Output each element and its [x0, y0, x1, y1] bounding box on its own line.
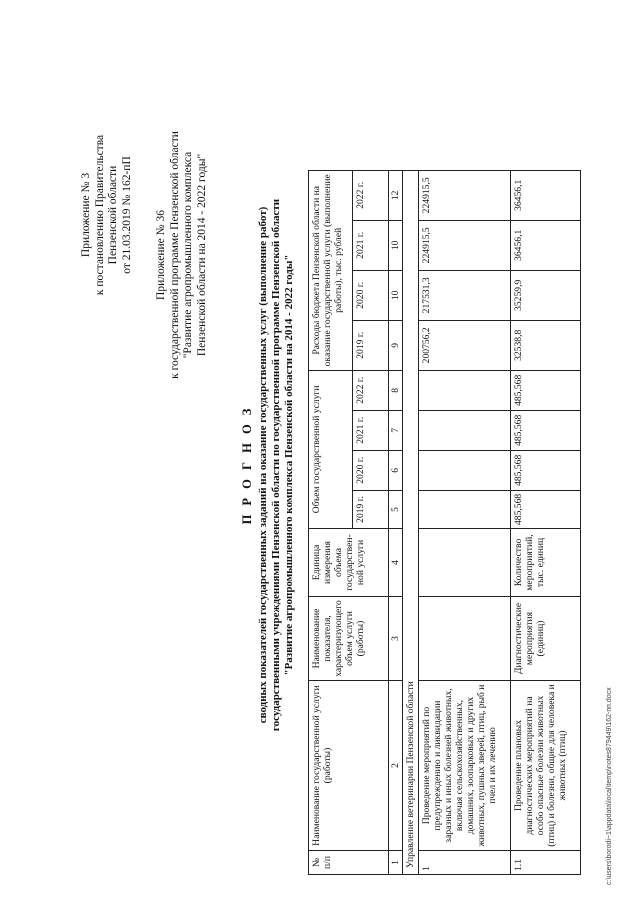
department-name: Управление ветеринарии Пензенской области	[403, 170, 419, 874]
column-number: 2	[389, 681, 403, 851]
column-number: 5	[389, 490, 403, 528]
year-header: 2022 г.	[353, 370, 389, 410]
volume-value: 485,568	[511, 370, 581, 410]
appendix-36-header	[155, 110, 209, 400]
table-row	[419, 170, 511, 874]
header-line: к постановлению Правительства	[93, 134, 106, 296]
table-row	[511, 170, 581, 874]
header-line: от 21.03.2019 № 162-пП	[120, 156, 133, 274]
budget-value: 224915,5	[419, 220, 511, 270]
row-number: 1.1	[511, 851, 581, 875]
service-name: Проведение мероприятий по предупреждению и ликвидации заразных и иных болезней животных, включая сельскохозяйственных, домашних, зоопарковых и других животных, пушных зверей, птиц, рыб и пчел и их лечению	[419, 681, 511, 851]
document-subtitle-line: "Развитие агропромышленного комплекса Пензенской области на 2014 - 2022 годы"	[283, 254, 295, 676]
year-header: 2019 г.	[353, 490, 389, 528]
volume-value	[419, 410, 511, 450]
header-service: Наименование государственной услуги (работы)	[309, 681, 389, 851]
header-line: Приложение № 3	[80, 172, 92, 258]
department-row	[403, 170, 419, 874]
volume-value: 485,568	[511, 450, 581, 490]
document-subtitle-line: государственными учреждениями Пензенской области по государственной программе Пензенской области	[270, 198, 282, 732]
column-number: 3	[389, 597, 403, 681]
volume-value: 485,568	[511, 490, 581, 528]
column-number: 1	[389, 851, 403, 875]
forecast-table	[308, 170, 581, 875]
year-header: 2021 г.	[353, 410, 389, 450]
service-name: Проведение плановых диагностических мероприятий на особо опасные болезни животных (птиц) и болезни, общие для человека и животных (птиц)	[511, 681, 581, 851]
budget-value: 35259,9	[511, 270, 581, 320]
column-number: 9	[389, 320, 403, 370]
budget-value: 217531,3	[419, 270, 511, 320]
year-header: 2019 г.	[353, 320, 389, 370]
header-unit: Единица измерения объема государствен-ной услуги	[309, 529, 389, 597]
indicator-name	[419, 597, 511, 681]
document-title-block	[240, 145, 296, 785]
column-number: 10	[389, 220, 403, 270]
header-line: к государственной программе Пензенской области	[168, 131, 181, 379]
header-line: Приложение № 36	[155, 210, 167, 300]
column-number: 10	[389, 270, 403, 320]
header-number: № п/п	[309, 851, 389, 875]
budget-value: 224915,5	[419, 170, 511, 220]
year-header: 2020 г.	[353, 450, 389, 490]
volume-value	[419, 370, 511, 410]
volume-value	[419, 450, 511, 490]
budget-value: 32538,8	[511, 320, 581, 370]
year-header: 2022 г.	[353, 170, 389, 220]
document-subtitle-line: сводных показателей государственных заданий на оказание государственных услуг (выполнение работ)	[257, 206, 269, 724]
header-volume: Объем государственной услуги	[309, 370, 353, 528]
budget-value: 36456,1	[511, 170, 581, 220]
header-line: Пензенской области	[107, 165, 119, 265]
indicator-name: Диагностические мероприятия (единиц)	[511, 597, 581, 681]
appendix-3-header	[80, 110, 134, 320]
volume-value	[419, 490, 511, 528]
document-title: П Р О Г Н О З	[240, 405, 254, 525]
column-number: 12	[389, 170, 403, 220]
budget-value: 200756,2	[419, 320, 511, 370]
header-line: Пензенской области на 2014 - 2022 годы"	[195, 153, 208, 357]
header-budget: Расходы бюджета Пензенской области на оказание государственной услуги (выполнение работы), тыс. рублей	[309, 170, 353, 370]
year-header: 2020 г.	[353, 270, 389, 320]
column-number: 8	[389, 370, 403, 410]
year-header: 2021 г.	[353, 220, 389, 270]
unit-name: Количество мероприятий, тыс. единиц	[511, 529, 581, 597]
header-line: "Развитие агропромышленного комплекса	[182, 151, 194, 359]
budget-value: 36456,1	[511, 220, 581, 270]
column-number-row	[389, 170, 403, 874]
header-indicator: Наименование показателя, характеризующего объем услуги (работы)	[309, 597, 389, 681]
volume-value: 485,568	[511, 410, 581, 450]
column-number: 6	[389, 450, 403, 490]
column-number: 7	[389, 410, 403, 450]
row-number: 1	[419, 851, 511, 875]
file-path-footer: c:\users\borodi~1\appdata\local\temp\notes879449\162-пп.docx	[606, 687, 613, 885]
column-number: 4	[389, 529, 403, 597]
unit-name	[419, 529, 511, 597]
